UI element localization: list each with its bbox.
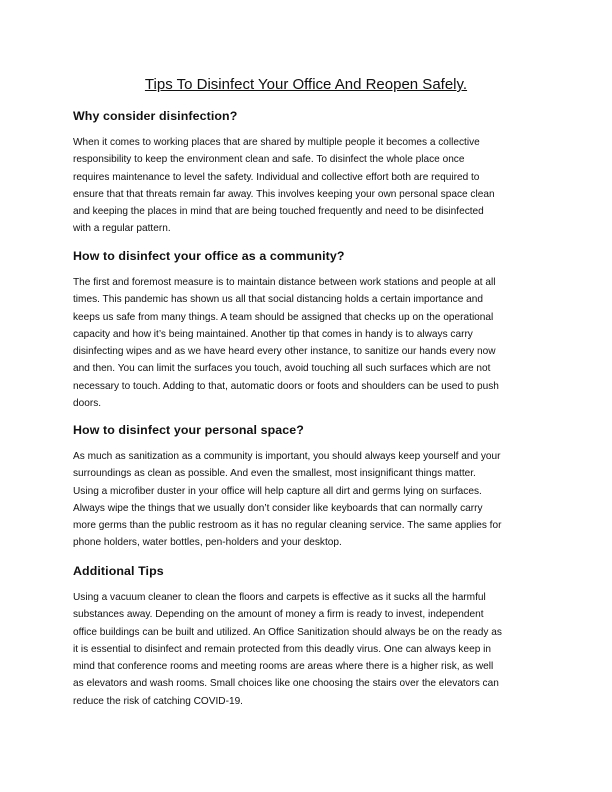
text-line: phone holders, water bottles, pen-holders and your desktop. [73, 537, 342, 549]
text-line: doors. [73, 398, 102, 410]
text-line: disinfecting wipes and as we have heard every other instance, to sanitize our hands every now [73, 346, 496, 358]
text-line: keeps us safe from many things. A team should be assigned that checks up on the operational [73, 311, 494, 323]
section-heading: How to disinfect your personal space? [73, 423, 304, 437]
section-paragraph [73, 589, 502, 710]
section-heading: Additional Tips [73, 564, 164, 578]
text-line: with a regular pattern. [73, 223, 171, 235]
text-line: When it comes to working places that are shared by multiple people it becomes a collective [73, 137, 480, 148]
text-line: As much as sanitization as a community is important, you should always keep yourself and your [73, 451, 501, 462]
text-line: capacity and how it’s being maintained. Another tip that comes in handy is to always carry [73, 328, 473, 340]
text-line: surroundings as clean as possible. And even the smallest, most insignificant things matter. [73, 468, 476, 480]
section-heading: Why consider disinfection? [73, 109, 238, 123]
text-line: requires maintenance to level the safety. Individual and collective effort both are required to [73, 171, 480, 183]
text-line: substances away. Depending on the amount of money a firm is ready to invest, independent [73, 609, 484, 621]
text-line: Using a vacuum cleaner to clean the floors and carpets is effective as it sucks all the harmful [73, 592, 486, 603]
text-line: it is essential to disinfect and remain protected from this deadly virus. One can always keep in [73, 643, 491, 655]
section-paragraph [73, 448, 501, 552]
text-line: necessary to touch. Adding to that, automatic doors or foots and shoulders can be used to push [73, 380, 499, 392]
section-heading: How to disinfect your office as a community? [73, 249, 345, 263]
page-title: Tips To Disinfect Your Office And Reopen Safely. [144, 76, 468, 93]
text-line: more germs than the public restroom as it has no regular cleaning service. The same applies for [73, 520, 502, 532]
section-paragraph [73, 274, 499, 412]
text-line: times. This pandemic has shown us all that social distancing holds a certain importance and [73, 294, 483, 306]
text-line: as elevators and wash rooms. Small choices like one choosing the stairs over the elevators can [73, 678, 499, 690]
text-line: Using a microfiber duster in your office will help capture all dirt and germs lying on surfaces. [73, 485, 482, 497]
text-line: office buildings can be built and utilized. An Office Sanitization should always be on the ready as [73, 626, 502, 638]
text-line: and then. You can limit the surfaces you touch, avoid touching all such surfaces which are not [73, 363, 491, 375]
text-line: mind that conference rooms and meeting rooms are areas where there is a higher risk, as well [73, 661, 494, 673]
text-line: reduce the risk of catching COVID-19. [73, 695, 243, 707]
text-line: responsibility to keep the environment clean and safe. To disinfect the whole place once [73, 154, 465, 166]
text-line: ensure that that threats remain far away. This involves keeping your own personal space clean [73, 188, 495, 200]
section-paragraph [73, 134, 495, 238]
text-line: and keeping the places in mind that are being touched frequently and need to be disinfected [73, 206, 484, 218]
text-line: Always wipe the things that we usually don’t consider like keyboards that can normally carry [73, 502, 483, 514]
text-line: The first and foremost measure is to maintain distance between work stations and people at all [73, 277, 496, 288]
